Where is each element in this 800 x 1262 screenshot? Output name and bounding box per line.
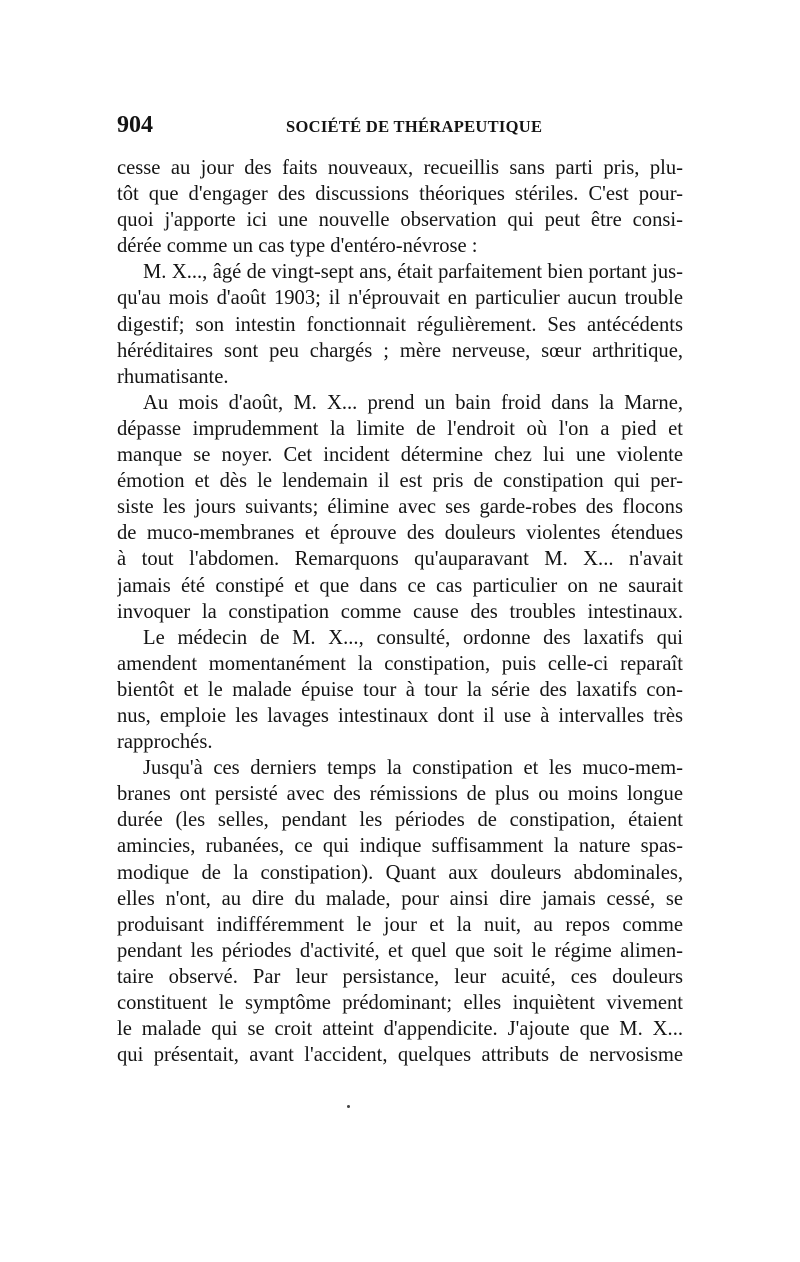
text-line: dépasse imprudemment la limite de l'endroit où l'on a pied et xyxy=(117,417,683,440)
text-line: Le médecin de M. X..., consulté, ordonne des laxatifs qui xyxy=(143,626,683,649)
running-title: SOCIÉTÉ DE THÉRAPEUTIQUE xyxy=(286,117,543,136)
text-line: Au mois d'août, M. X... prend un bain froid dans la Marne, xyxy=(143,391,683,414)
text-line: Jusqu'à ces derniers temps la constipation et les muco-mem- xyxy=(143,757,683,780)
text-line: héréditaires sont peu chargés ; mère nerveuse, sœur arthritique, xyxy=(117,339,683,362)
ink-speck xyxy=(347,1105,350,1108)
text-line: le malade qui se croit atteint d'appendicite. J'ajoute que M. X... xyxy=(117,1018,683,1041)
text-line: cesse au jour des faits nouveaux, recueillis sans parti pris, plu- xyxy=(117,157,683,179)
text-line: constituent le symptôme prédominant; elles inquiètent vivement xyxy=(117,992,683,1014)
text-line: qui présentait, avant l'accident, quelques attributs de nervosisme xyxy=(117,1044,683,1067)
text-line: rhumatisante. xyxy=(117,365,229,388)
text-line: modique de la constipation). Quant aux douleurs abdominales, xyxy=(117,861,683,884)
text-line: amendent momentanément la constipation, puis celle-ci reparaît xyxy=(117,652,683,675)
text-line: durée (les selles, pendant les périodes de constipation, étaient xyxy=(117,809,683,832)
text-line: quoi j'apporte ici une nouvelle observation qui peut être consi- xyxy=(117,209,683,232)
text-line: rapprochés. xyxy=(117,731,213,754)
text-line: amincies, rubanées, ce qui indique suffisamment la nature spas- xyxy=(117,835,683,858)
text-line: de muco-membranes et éprouve des douleurs violentes étendues xyxy=(117,522,683,545)
text-line: manque se noyer. Cet incident détermine chez lui une violente xyxy=(117,444,683,467)
text-line: taire observé. Par leur persistance, leur acuité, ces douleurs xyxy=(117,965,683,988)
text-line: M. X..., âgé de vingt-sept ans, était parfaitement bien portant jus- xyxy=(143,261,683,284)
text-line: à tout l'abdomen. Remarquons qu'auparavant M. X... n'avait xyxy=(117,548,683,571)
text-line: nus, emploie les lavages intestinaux dont il use à intervalles très xyxy=(117,704,683,727)
text-line: jamais été constipé et que dans ce cas particulier on ne saurait xyxy=(117,574,683,597)
text-line: dérée comme un cas type d'entéro-névrose : xyxy=(117,235,478,258)
text-line: invoquer la constipation comme cause des troubles intestinaux. xyxy=(117,600,683,623)
text-line: émotion et dès le lendemain il est pris de constipation qui per- xyxy=(117,470,683,493)
text-line: pendant les périodes d'activité, et quel que soit le régime alimen- xyxy=(117,939,683,962)
text-line: qu'au mois d'août 1903; il n'éprouvait en particulier aucun trouble xyxy=(117,287,683,310)
page-number: 904 xyxy=(117,112,153,138)
text-line: produisant indifféremment le jour et la nuit, au repos comme xyxy=(117,913,683,936)
text-line: bientôt et le malade épuise tour à tour la série des laxatifs con- xyxy=(117,678,683,701)
text-line: siste les jours suivants; élimine avec ses garde-robes des flocons xyxy=(117,496,683,519)
running-head xyxy=(117,112,683,144)
body-text xyxy=(117,155,683,1068)
text-line: digestif; son intestin fonctionnait régulièrement. Ses antécédents xyxy=(117,313,683,336)
text-line: tôt que d'engager des discussions théoriques stériles. C'est pour- xyxy=(117,183,683,206)
text-line: branes ont persisté avec des rémissions de plus ou moins longue xyxy=(117,783,683,806)
text-line: elles n'ont, au dire du malade, pour ainsi dire jamais cessé, se xyxy=(117,887,683,910)
